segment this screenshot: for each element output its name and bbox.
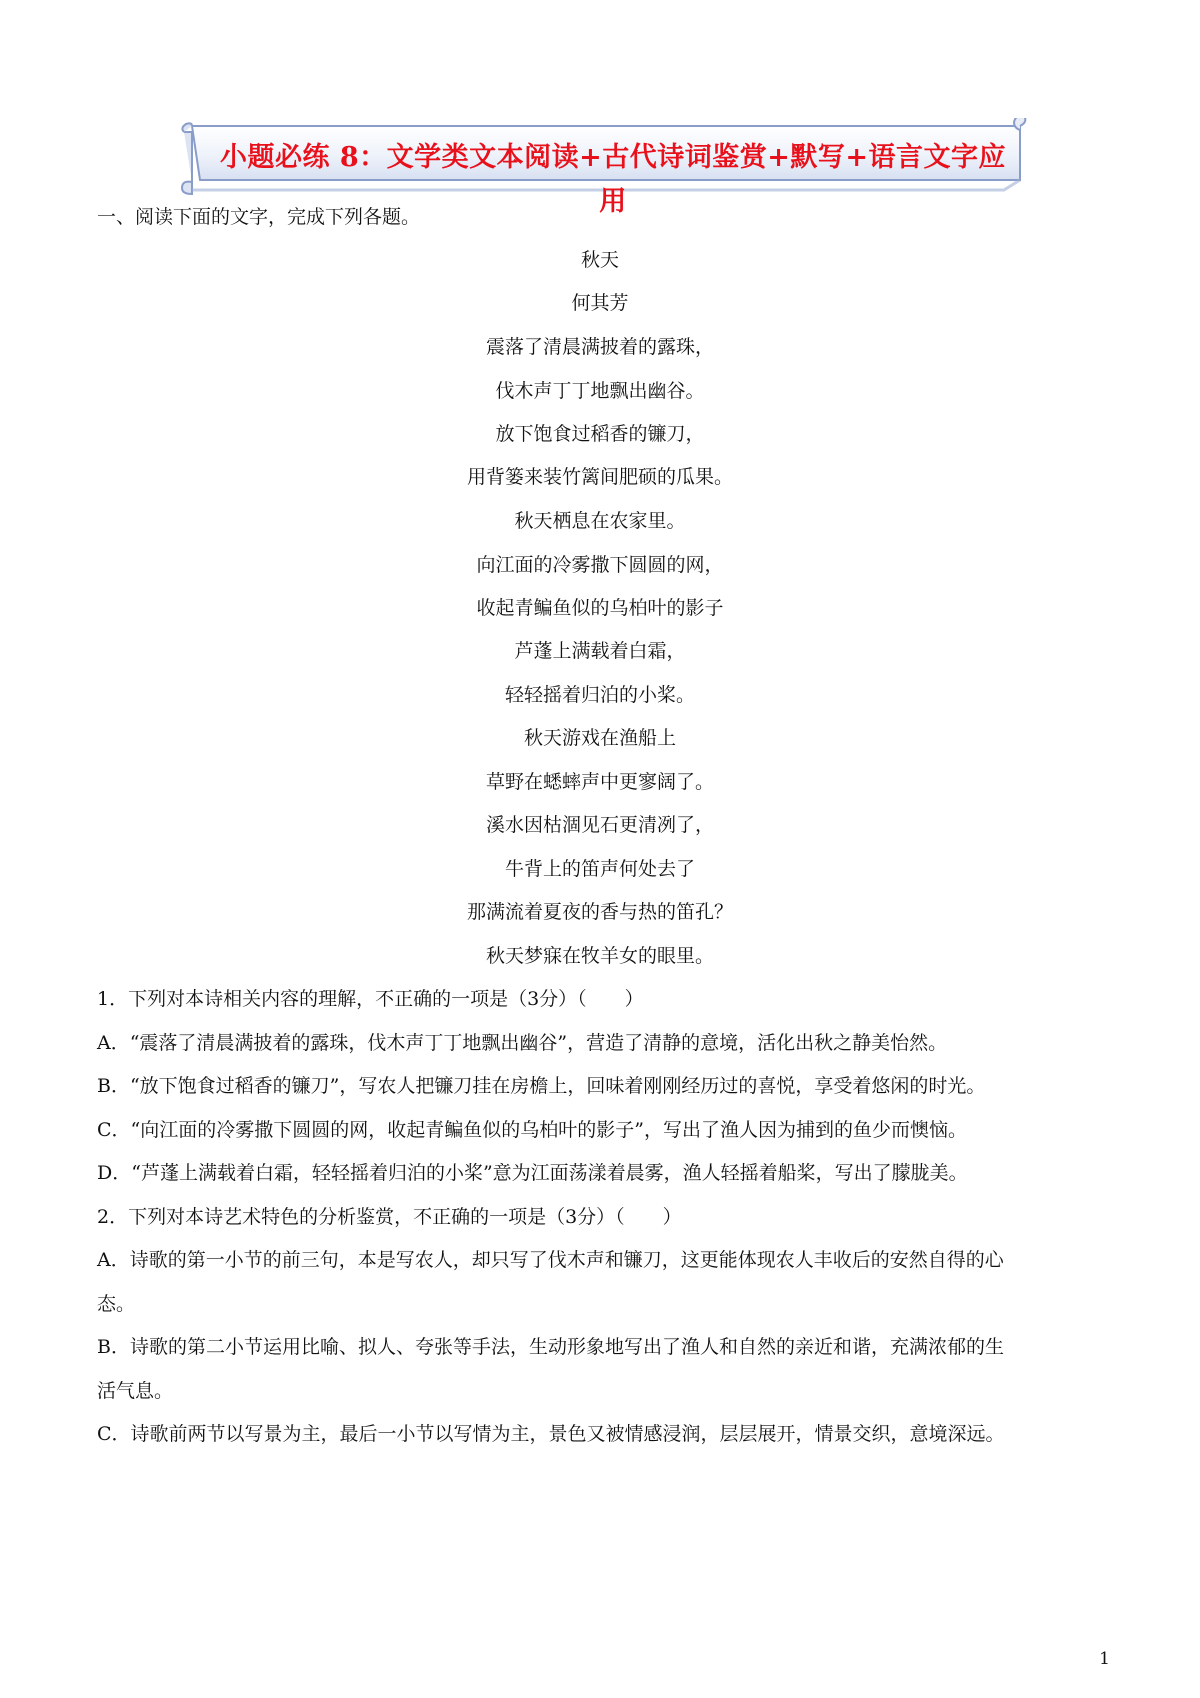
poem-line: 牛背上的笛声何处去了 (504, 858, 695, 880)
poem-line: 震落了清晨满披着的露珠， (485, 336, 714, 358)
poem-line: 秋天梦寐在牧羊女的眼里。 (485, 945, 714, 967)
question-2-option-a-continued: 态。 (97, 1293, 136, 1315)
poem-line: 向江面的冷雾撒下圆圆的网， (476, 554, 724, 576)
question-1-option-b: B．“放下饱食过稻香的镰刀”，写农人把镰刀挂在房檐上，回味着刚刚经历过的喜悦，享受着悠闲的时光。 (97, 1075, 986, 1097)
page-title: 小题必练 8：文学类文本阅读+古代诗词鉴赏+默写+语言文字应用 (219, 142, 1007, 217)
poem-line: 伐木声丁丁地飘出幽谷。 (495, 380, 705, 402)
poem-line: 用背篓来装竹篱间肥硕的瓜果。 (466, 466, 733, 488)
poem-line: 秋天栖息在农家里。 (514, 510, 686, 532)
question-2-option-b-continued: 活气息。 (97, 1380, 174, 1402)
question-1-option-d: D．“芦蓬上满载着白霜，轻轻摇着归泊的小桨”意为江面荡漾着晨雾，渔人轻摇着船桨，写出了朦胧美。 (97, 1162, 968, 1184)
question-1-option-c: C．“向江面的冷雾撒下圆圆的网，收起青鳊鱼似的乌柏叶的影子”，写出了渔人因为捕到的鱼少而懊恼。 (97, 1119, 967, 1141)
question-2-option-b: B．诗歌的第二小节运用比喻、拟人、夸张等手法，生动形象地写出了渔人和自然的亲近和谐，充满浓郁的生 (97, 1336, 1004, 1358)
poem-line: 那满流着夏夜的香与热的笛孔？ (466, 901, 733, 923)
page-number: 1 (1099, 1649, 1110, 1669)
section-heading: 一、阅读下面的文字，完成下列各题。 (97, 206, 421, 228)
question-2-stem: 2．下列对本诗艺术特色的分析鉴赏，不正确的一项是（3分）（ ） (97, 1206, 682, 1228)
question-1-option-a: A．“震落了清晨满披着的露珠，伐木声丁丁地飘出幽谷”，营造了清静的意境，活化出秋之静美怡然。 (97, 1032, 948, 1054)
question-1-stem: 1．下列对本诗相关内容的理解，不正确的一项是（3分）（ ） (97, 988, 644, 1010)
poem-line: 轻轻摇着归泊的小桨。 (504, 684, 695, 706)
poem-line: 放下饱食过稻香的镰刀， (495, 423, 705, 445)
poem-line: 秋天游戏在渔船上 (523, 727, 676, 749)
title-banner (178, 118, 1028, 217)
question-2-option-c: C．诗歌前两节以写景为主，最后一小节以写情为主，景色又被情感浸润，层层展开，情景交织，意境深远。 (97, 1423, 1005, 1445)
poem-title: 秋天 (580, 249, 619, 271)
question-2-option-a: A．诗歌的第一小节的前三句，本是写农人，却只写了伐木声和镰刀，这更能体现农人丰收后的安然自得的心 (97, 1249, 1004, 1271)
poem-author: 何其芳 (571, 292, 629, 314)
poem-line: 溪水因枯涸见石更清冽了， (485, 814, 714, 836)
poem-line: 收起青鳊鱼似的乌柏叶的影子 (476, 597, 724, 619)
poem-line: 草野在蟋蟀声中更寥阔了。 (485, 771, 714, 793)
poem-line: 芦蓬上满载着白霜， (514, 640, 686, 662)
